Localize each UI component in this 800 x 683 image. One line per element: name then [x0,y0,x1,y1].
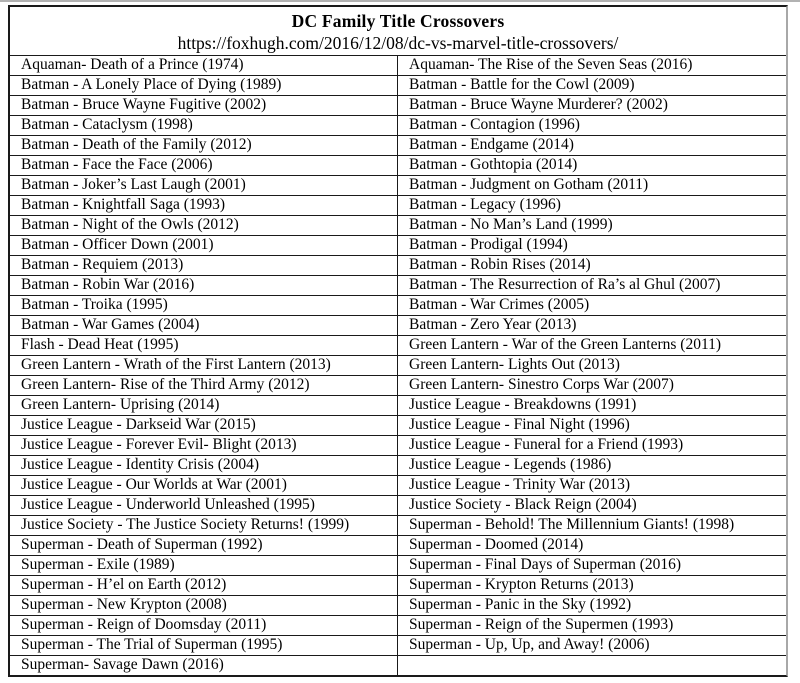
table-row [10,435,786,455]
table-cell-left: Superman - The Trial of Superman (1995) [10,636,398,655]
table-cell-right: Batman - Judgment on Gotham (2011) [409,176,649,193]
table-row [10,575,786,595]
page-url: https://foxhugh.com/2016/12/08/dc-vs-marvel-title-crossovers/ [177,33,619,53]
table-cell-left: Batman - Joker’s Last Laugh (2001) [10,176,398,195]
table-row [10,135,786,155]
table-cell-left: Batman - Robin War (2016) [10,276,398,295]
table-cell-right: Justice League - Breakdowns (1991) [409,396,637,413]
table-cell-right: Batman - War Crimes (2005) [409,296,590,313]
table-cell-right: Batman - Robin Rises (2014) [409,256,591,273]
table-row [10,115,786,135]
table-header [10,7,786,55]
table-row [10,375,786,395]
table-row [10,395,786,415]
table-row [10,75,786,95]
table-row [10,95,786,115]
table-cell-left: Batman - Face the Face (2006) [10,156,398,175]
table-cell-right: Superman - Final Days of Superman (2016) [409,556,682,573]
table-cell-left: Justice League - Darkseid War (2015) [10,416,398,435]
table-cell-left: Batman - Death of the Family (2012) [10,136,398,155]
table-cell-left: Justice League - Underworld Unleashed (1995) [10,496,398,515]
table-cell-left: Superman - New Krypton (2008) [10,596,398,615]
table-row [10,475,786,495]
table-cell-left: Batman - War Games (2004) [10,316,398,335]
table-cell-right: Batman - Prodigal (1994) [409,236,568,253]
table-rows [10,55,786,675]
table-cell-right: Superman - Behold! The Millennium Giants! (1998) [409,516,735,533]
table-cell-left: Batman - Troika (1995) [10,296,398,315]
table-row [10,495,786,515]
table-cell-right: Superman - Panic in the Sky (1992) [409,596,632,613]
table-cell-left: Superman - Death of Superman (1992) [10,536,398,555]
table-row [10,415,786,435]
table-row [10,455,786,475]
table-cell-left: Batman - Bruce Wayne Fugitive (2002) [10,96,398,115]
table-cell-right: Superman - Reign of the Supermen (1993) [409,616,674,633]
page-title: DC Family Title Crossovers [291,11,505,31]
table-cell-right: Batman - Bruce Wayne Murderer? (2002) [409,96,668,113]
table-row [10,315,786,335]
table-cell-right: Batman - No Man’s Land (1999) [409,216,613,233]
table-cell-right: Aquaman- The Rise of the Seven Seas (2016) [409,56,693,73]
table-cell-right [398,656,786,675]
table-row [10,635,786,655]
table-cell-right: Green Lantern- Lights Out (2013) [409,356,620,373]
table-cell-left: Green Lantern- Uprising (2014) [10,396,398,415]
table-row [10,555,786,575]
window-top-edge [0,0,800,2]
table-cell-left: Batman - Night of the Owls (2012) [10,216,398,235]
table-cell-right: Batman - Gothtopia (2014) [409,156,578,173]
table-cell-right: Batman - Legacy (1996) [409,196,561,213]
table-row [10,615,786,635]
table-cell-left: Batman - Cataclysm (1998) [10,116,398,135]
table-row [10,515,786,535]
table-cell-left: Batman - Officer Down (2001) [10,236,398,255]
table-cell-right: Justice League - Funeral for a Friend (1993) [409,436,684,453]
table-cell-right: Batman - The Resurrection of Ra’s al Ghul (2007) [409,276,721,293]
table-row [10,535,786,555]
table-cell-right: Justice League - Trinity War (2013) [409,476,631,493]
table-row [10,295,786,315]
table-row [10,235,786,255]
table-cell-left: Justice League - Forever Evil- Blight (2013) [10,436,398,455]
table-cell-left: Green Lantern - Wrath of the First Lantern (2013) [10,356,398,375]
table-row [10,275,786,295]
table-cell-right: Justice Society - Black Reign (2004) [409,496,637,513]
table-cell-left: Superman- Savage Dawn (2016) [10,656,398,675]
table-cell-left: Superman - Reign of Doomsday (2011) [10,616,398,635]
table-cell-left: Aquaman- Death of a Prince (1974) [10,56,398,75]
table-row [10,215,786,235]
table-row [10,195,786,215]
table-cell-right: Batman - Endgame (2014) [409,136,574,153]
table-cell-right: Green Lantern- Sinestro Corps War (2007) [409,376,674,393]
table-cell-left: Flash - Dead Heat (1995) [10,336,398,355]
table-row [10,155,786,175]
table-cell-left: Batman - Requiem (2013) [10,256,398,275]
table-row [10,255,786,275]
table-row [10,355,786,375]
table-cell-left: Justice Society - The Justice Society Returns! (1999) [10,516,398,535]
table-cell-left: Superman - Exile (1989) [10,556,398,575]
table-cell-left: Batman - A Lonely Place of Dying (1989) [10,76,398,95]
table-row [10,335,786,355]
table-row [10,595,786,615]
table-cell-right: Superman - Doomed (2014) [409,536,584,553]
table-cell-left: Justice League - Our Worlds at War (2001) [10,476,398,495]
table-cell-left: Batman - Knightfall Saga (1993) [10,196,398,215]
table-cell-right: Superman - Up, Up, and Away! (2006) [409,636,650,653]
table-cell-right: Justice League - Legends (1986) [409,456,612,473]
table-cell-left: Justice League - Identity Crisis (2004) [10,456,398,475]
table-row [10,175,786,195]
table-cell-right: Superman - Krypton Returns (2013) [409,576,634,593]
table-cell-right: Batman - Zero Year (2013) [409,316,577,333]
table-cell-right: Green Lantern - War of the Green Lanterns (2011) [409,336,722,353]
table-cell-left: Green Lantern- Rise of the Third Army (2012) [10,376,398,395]
table-cell-right: Justice League - Final Night (1996) [409,416,630,433]
table-cell-right: Batman - Battle for the Cowl (2009) [409,76,635,93]
table-row [10,655,786,675]
table-cell-left: Superman - H’el on Earth (2012) [10,576,398,595]
crossover-table [8,5,788,677]
table-row [10,55,786,75]
table-cell-right: Batman - Contagion (1996) [409,116,580,133]
